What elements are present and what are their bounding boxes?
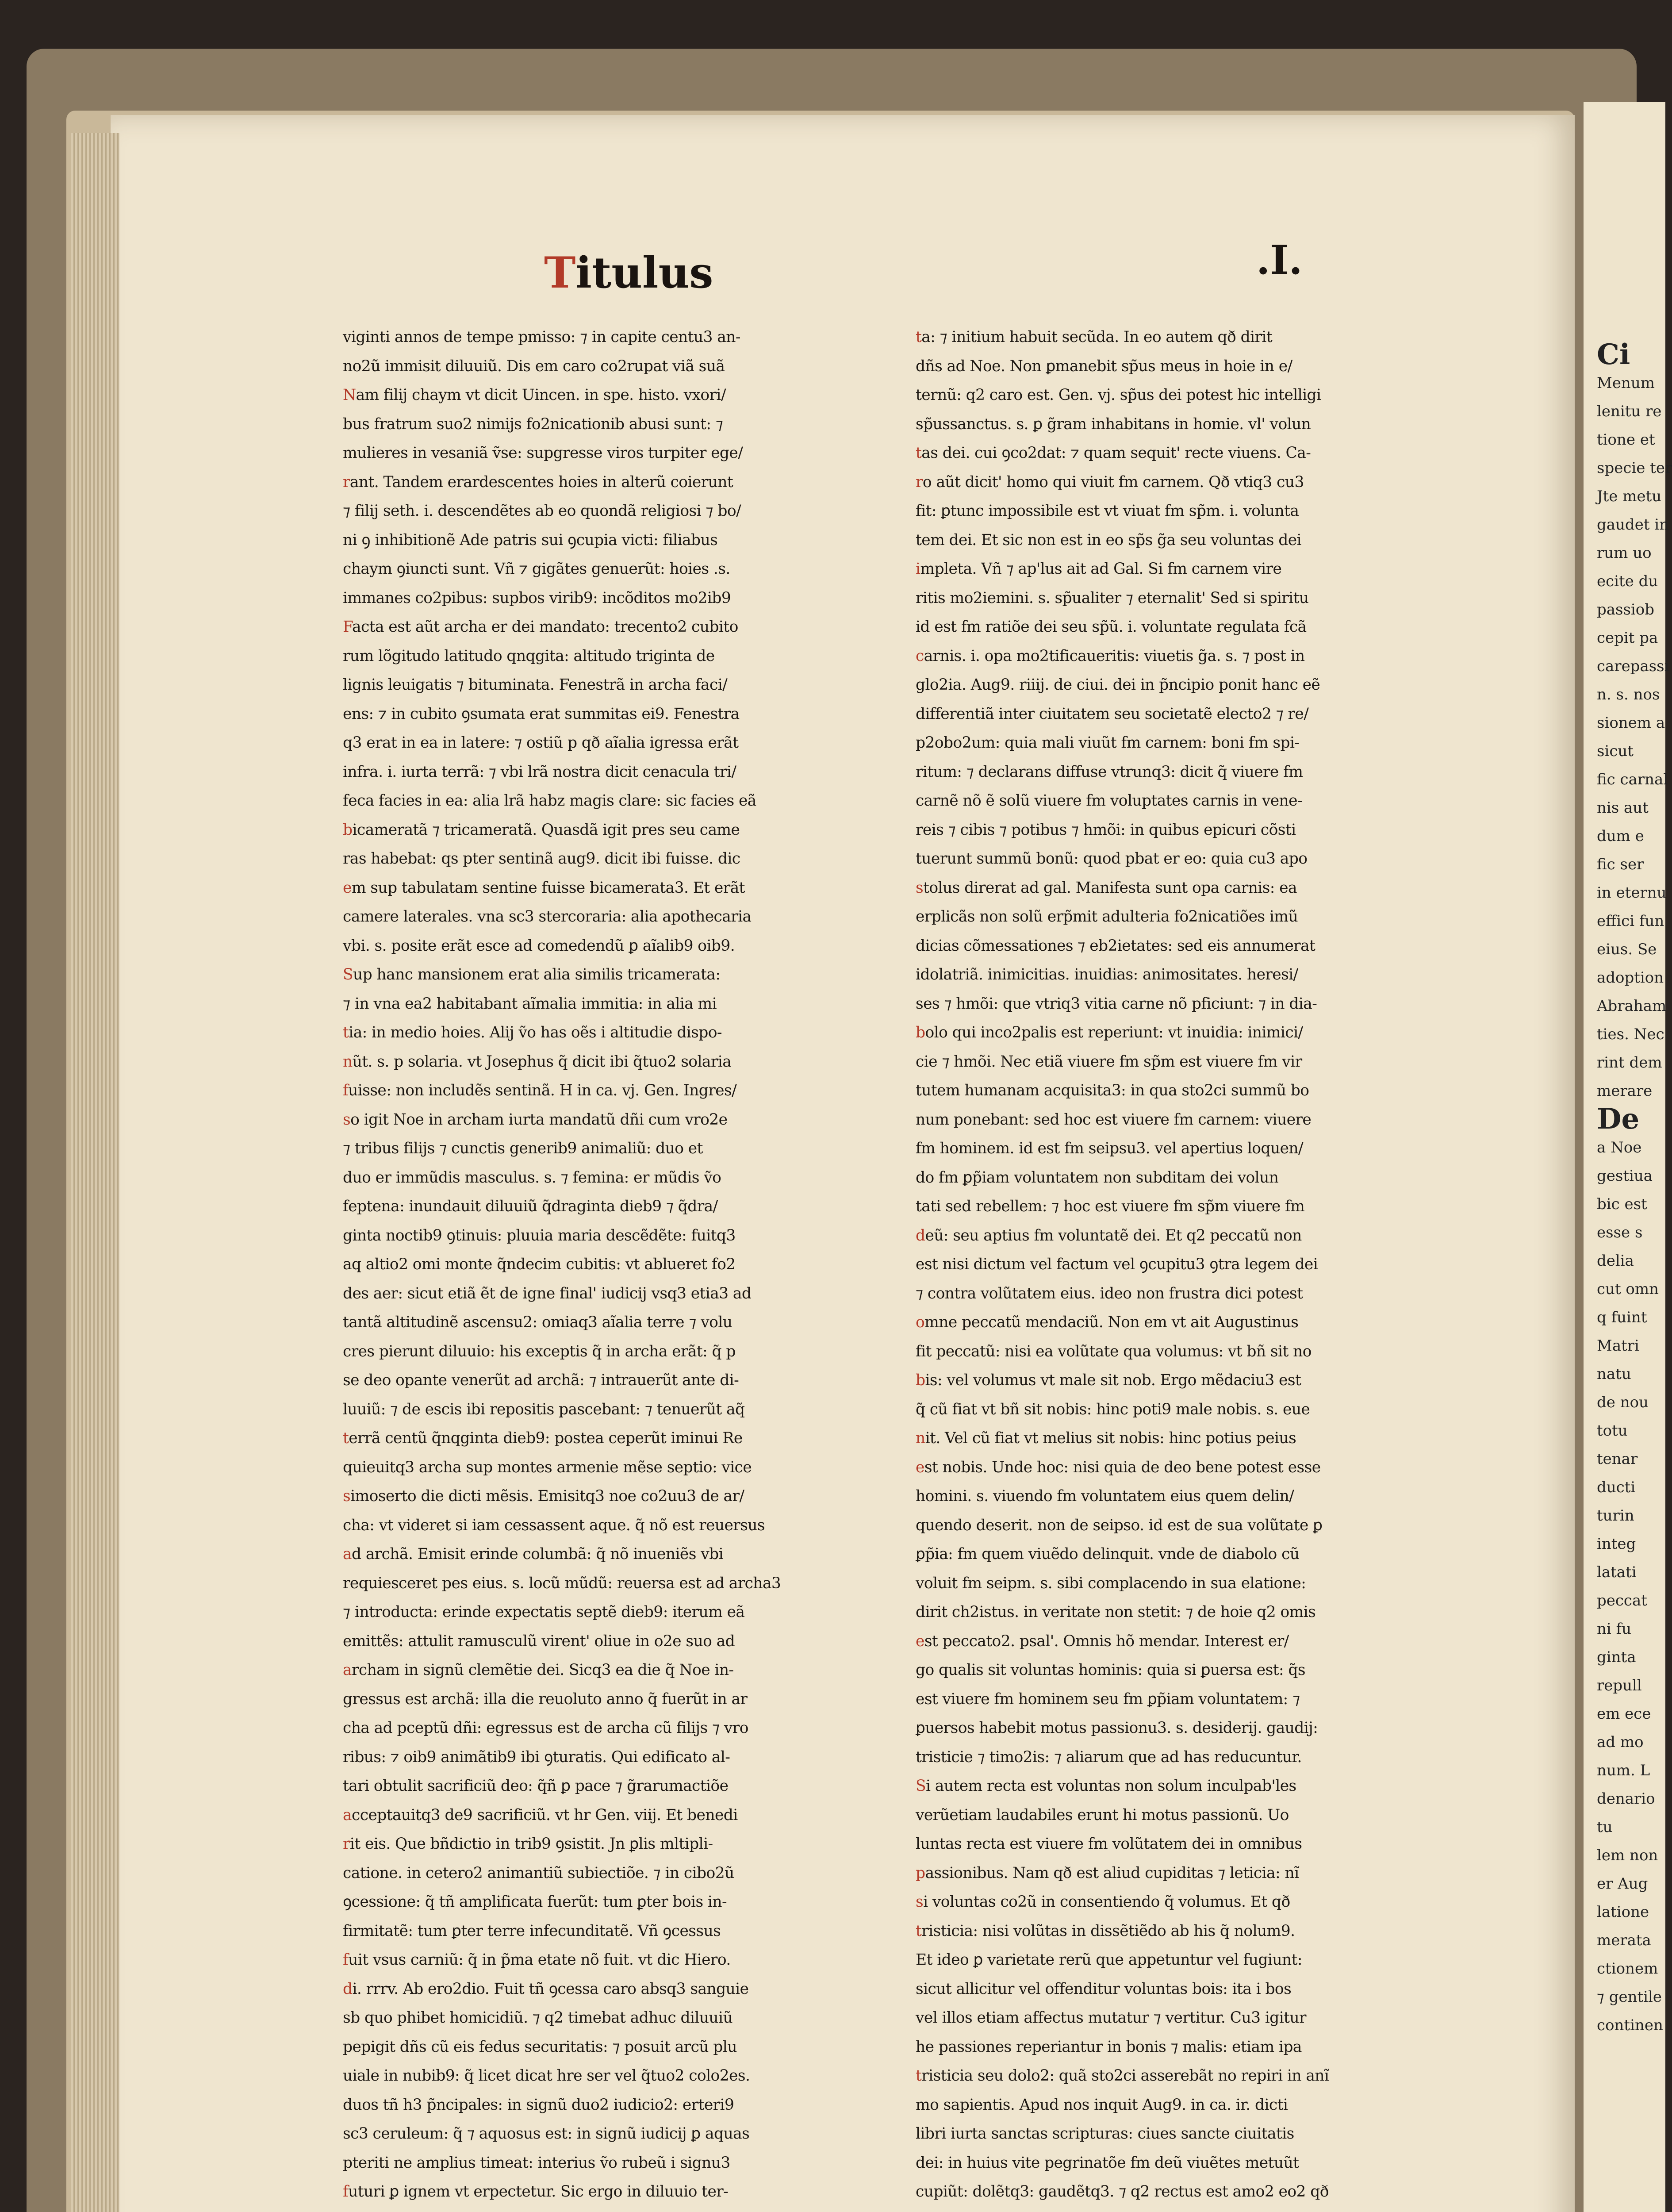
text-line: ⁊ filij seth. i. descendẽtes ab eo quondã religiosi ⁊ bo/ (343, 502, 741, 520)
left-text-column (343, 323, 907, 2212)
line-rest: assionibus. Nam qð est aliud cupiditas ⁊ leticia: nĩ (925, 1864, 1299, 1882)
rubricated-initial: e (916, 1632, 924, 1650)
text-line (916, 439, 1480, 468)
line-rest: uisse: non includẽs sentinã. H in ca. vj. Gen. Ingres/ (348, 1082, 737, 1099)
text-line: quendo deserit. non de seipso. id est de sua volũtate ꝑ (916, 1516, 1323, 1534)
facing-page-line: num. L (1597, 1762, 1650, 1779)
text-line: homini. s. viuendo fm voluntatem eius quem delin/ (916, 1487, 1294, 1505)
rubricated-initial: b (916, 1371, 925, 1389)
text-line: cha ad pceptũ dñi: egressus est de archa cũ filijs ⁊ vro (343, 1719, 748, 1737)
text-line: tem dei. Et sic non est in eo sp̃s g̃a seu voluntas dei (916, 531, 1301, 549)
text-line: ribus: ⁊ oib9 animãtib9 ibi ꝯturatis. Qui edificato al- (343, 1748, 730, 1766)
facing-page-line: merare (1597, 1082, 1653, 1100)
text-line: uiale in nubib9: q̃ licet dicat hre ser vel q̃tuo2 colo2es. (343, 2067, 750, 2085)
text-line: id est fm ratiõe dei seu sp̃ũ. i. voluntate regulata fcã (916, 618, 1307, 636)
facing-page-line: natu (1597, 1365, 1631, 1383)
text-line: ni ꝯ inhibitionẽ Ade patris sui ꝯcupia victi: filiabus (343, 531, 718, 549)
text-line: ꝑp̃ia: fm quem viuẽdo delinquit. vnde de diabolo cũ (916, 1545, 1300, 1563)
facing-page-line: Jte metu (1597, 488, 1662, 505)
line-rest: eũ: seu aptius fm voluntatẽ dei. Et q2 peccatũ non (925, 1226, 1302, 1244)
text-line (916, 1917, 1480, 1946)
text-line (916, 323, 1480, 352)
text-line (916, 1859, 1480, 1888)
rubricated-initial: b (916, 1024, 925, 1041)
rubricated-initial: f (343, 2183, 349, 2200)
text-line: ⁊ tribus filijs ⁊ cunctis generib9 animaliũ: duo et (343, 1140, 703, 1157)
rubricated-initial: r (343, 473, 350, 491)
facing-page-line: Matri (1597, 1337, 1639, 1355)
text-line: tari obtulit sacrificiũ deo: q̃ñ ꝑ pace ⁊ g̃rarumactiõe (343, 1777, 729, 1795)
text-line: aq altio2 omi monte q̃ndecim cubitis: vt ablueret fo2 (343, 1256, 736, 1273)
text-line (343, 1106, 907, 1135)
rubricated-initial: t (916, 328, 922, 346)
facing-page-line: ginta (1597, 1648, 1636, 1666)
line-rest: i autem recta est voluntas non solum inculpab'les (926, 1777, 1296, 1795)
facing-page-line: ecite du (1597, 572, 1658, 590)
line-rest: st nobis. Unde hoc: nisi quia de deo bene potest esse (924, 1458, 1321, 1476)
text-line: camere laterales. vna sc3 stercoraria: alia apothecaria (343, 908, 752, 926)
facing-page-line: er Aug (1597, 1875, 1648, 1893)
line-rest: as dei. cui ꝯco2dat: ⁊ quam sequit' recte viuens. Ca- (921, 444, 1311, 462)
text-line: feca facies in ea: alia lrã habz magis clare: sic facies eã (343, 792, 756, 810)
facing-page-line: ni fu (1597, 1620, 1632, 1638)
text-line: cres pierunt diluuio: his exceptis q̃ in archa erãt: q̃ p (343, 1342, 736, 1360)
line-rest: mne peccatũ mendaciũ. Non em vt ait Augustinus (924, 1313, 1299, 1331)
text-line: ꝑuersos habebit motus passionu3. s. desiderij. gaudij: (916, 1719, 1318, 1737)
text-line (343, 1540, 907, 1569)
text-line (343, 816, 907, 845)
rubricated-initial: n (916, 1429, 925, 1447)
text-line: ritum: ⁊ declarans diffuse vtrunq3: dicit q̃ viuere fm (916, 763, 1303, 781)
text-line: pteriti ne amplius timeat: interius ṽo rubeũ i signu3 (343, 2154, 730, 2172)
line-rest: it eis. Que bñdictio in trib9 ꝯsistit. Jn ꝑlis mltipli- (349, 1835, 713, 1853)
rubricated-initial: S (343, 966, 353, 983)
line-rest: acta est aũt archa er dei mandato: trecento2 cubito (352, 618, 738, 636)
line-rest: it. Vel cũ fiat vt melius sit nobis: hinc potius peius (925, 1429, 1296, 1447)
facing-page-line: sicut (1597, 742, 1634, 760)
line-rest: d archã. Emisit erinde columbã: q̃ nõ inueniẽs vbi (351, 1545, 724, 1563)
facing-page-line: fic carnal (1597, 771, 1668, 788)
facing-page-line: ties. Nec (1597, 1025, 1664, 1043)
text-line: catione. in cetero2 animantiũ subiectiõe. ⁊ in cibo2ũ (343, 1864, 734, 1882)
text-line: viginti annos de tempe pmisso: ⁊ in capite centu3 an- (343, 328, 740, 346)
text-line: quieuitq3 archa sup montes armenie mẽse septio: vice (343, 1458, 752, 1476)
line-rest: mpleta. Vñ ⁊ ap'lus ait ad Gal. Si fm carnem vire (920, 560, 1282, 578)
text-line (343, 2177, 907, 2207)
line-rest: errã centũ q̃nqginta dieb9: postea ceperũt iminui Re (349, 1429, 743, 1447)
rubricated-initial: a (343, 1806, 352, 1824)
text-line: luntas recta est viuere fm volũtatem dei in omnibus (916, 1835, 1302, 1853)
facing-page-line: turin (1597, 1507, 1634, 1525)
rubricated-initial: o (916, 1313, 925, 1331)
text-line: ꝯcessione: q̃ tñ amplificata fuerũt: tum ꝑter bois in- (343, 1893, 727, 1911)
facing-page-line: lem non (1597, 1847, 1658, 1864)
line-rest: am filij chaym vt dicit Uincen. in spe. histo. vxori/ (356, 386, 726, 404)
line-rest: i voluntas co2ũ in consentiendo q̃ volumus. Et qð (923, 1893, 1290, 1911)
text-line: pepigit dñs cũ eis fedus securitatis: ⁊ posuit arcũ plu (343, 2038, 737, 2056)
facing-page-line: tione et (1597, 431, 1655, 449)
text-line (916, 1627, 1480, 1656)
facing-page-line: adoption (1597, 969, 1664, 987)
rubricated-initial: e (916, 1458, 924, 1476)
text-line: cupiũt: dolẽtq3: gaudẽtq3. ⁊ q2 rectus est amo2 eo2 qð (916, 2183, 1329, 2200)
text-line: q̃ cũ fiat vt bñ sit nobis: hinc poti9 male nobis. s. eue (916, 1400, 1310, 1418)
text-line: ens: ⁊ in cubito ꝯsumata erat summitas ei9. Fenestra (343, 705, 740, 723)
facing-page-line: continen (1597, 2016, 1663, 2034)
text-line (343, 1424, 907, 1453)
text-line: tati sed rebellem: ⁊ hoc est viuere fm sp̃m viuere fm (916, 1198, 1305, 1215)
rubricated-initial: s (343, 1487, 351, 1505)
text-line (916, 642, 1480, 671)
facing-page-line: rint dem (1597, 1054, 1662, 1071)
text-line: sb quo phibet homicidiũ. ⁊ q2 timebat adhuc diluuiũ (343, 2009, 733, 2027)
text-line (343, 874, 907, 903)
text-line: duo er immũdis masculus. s. ⁊ femina: er mũdis ṽo (343, 1168, 721, 1187)
text-line: cie ⁊ hmõi. Nec etiã viuere fm sp̃m est viuere fm vir (916, 1052, 1302, 1071)
rubricated-initial: d (343, 1980, 353, 1998)
text-line: luuiũ: ⁊ de escis ibi repositis pascebant: ⁊ tenuerũt aq̃ (343, 1400, 745, 1418)
rubricated-initial: S (916, 1777, 926, 1795)
text-line (916, 1888, 1480, 1917)
facing-page-line: ctionem (1597, 1960, 1658, 1978)
text-line: dñs ad Noe. Non ꝑmanebit sp̃us meus in hoie in e/ (916, 357, 1292, 375)
line-rest: ũt. s. p solaria. vt Josephus q̃ dicit ibi q̃tuo2 solaria (352, 1052, 732, 1071)
text-line (916, 2062, 1480, 2091)
text-line: reis ⁊ cibis ⁊ potibus ⁊ hmõi: in quibus epicuri cõsti (916, 821, 1296, 839)
text-line: immanes co2pibus: supbos virib9: incõditos mo2ib9 (343, 589, 731, 607)
facing-page-line: repull (1597, 1677, 1642, 1694)
text-line: rum lõgitudo latitudo qnqgita: altitudo triginta de (343, 647, 715, 665)
rubricated-initial: t (916, 2067, 922, 2085)
line-rest: rcham in signũ clemẽtie dei. Sicq3 ea die q̃ Noe in- (351, 1661, 734, 1679)
line-rest: icameratã ⁊ tricameratã. Quasdã igit pres seu came (352, 821, 740, 839)
facing-page-line: q fuint (1597, 1309, 1647, 1326)
facing-page-line: lenitu re (1597, 403, 1662, 420)
text-line: ritis mo2iemini. s. sp̃ualiter ⁊ eternalit' Sed si spiritu (916, 589, 1309, 607)
line-rest: st peccato2. psal'. Omnis hõ mendar. Interest er/ (924, 1632, 1289, 1650)
rubricated-initial: f (343, 1951, 349, 1969)
text-line: tristicie ⁊ timo2is: ⁊ aliarum que ad has reducuntur. (916, 1748, 1302, 1766)
text-line: ginta noctib9 ꝯtinuis: pluuia maria descẽdẽte: fuitq3 (343, 1226, 736, 1244)
facing-page-line: gestiua (1597, 1167, 1653, 1185)
text-line: carnẽ nõ ẽ solũ viuere fm voluptates carnis in vene- (916, 792, 1303, 810)
line-rest: o igit Noe in archam iurta mandatũ dñi cum vro2e (350, 1110, 728, 1129)
rubricated-initial: t (916, 1922, 922, 1940)
text-line (343, 1018, 907, 1048)
facing-page-line: integ (1597, 1535, 1636, 1553)
facing-page-line: dum e (1597, 827, 1644, 845)
text-line (343, 1482, 907, 1511)
facing-page-line: esse s (1597, 1224, 1643, 1241)
text-line: no2ũ immisit diluuiũ. Dis em caro co2rupat viã suã (343, 357, 725, 375)
text-line: dicias cõmessationes ⁊ eb2ietates: sed eis annumerat (916, 937, 1315, 955)
facing-page-line: De (1597, 1102, 1640, 1136)
line-rest: ia: in medio hoies. Alij ṽo has oẽs i altitudie dispo- (349, 1024, 722, 1041)
facing-page-line: cut omn (1597, 1280, 1659, 1298)
text-line: emittẽs: attulit ramusculũ virent' oliue in o2e suo ad (343, 1632, 735, 1650)
text-line: he passiones reperiantur in bonis ⁊ malis: etiam ipa (916, 2038, 1302, 2056)
facing-page-line: latati (1597, 1563, 1637, 1581)
text-line: mulieres in vesaniã ṽse: supgresse viros turpiter ege/ (343, 444, 743, 462)
text-line: num ponebant: sed hoc est viuere fm carnem: viuere (916, 1110, 1312, 1129)
facing-page-line: fic ser (1597, 856, 1644, 873)
line-rest: m sup tabulatam sentine fuisse bicamerata3. Et erãt (351, 879, 745, 897)
text-line: se deo opante venerũt ad archã: ⁊ intrauerũt ante di- (343, 1371, 739, 1389)
facing-page-line: nis aut (1597, 799, 1649, 817)
line-rest: a: ⁊ initium habuit secũda. In eo autem qð dirit (921, 328, 1273, 346)
text-line: libri iurta sanctas scripturas: ciues sancte ciuitatis (916, 2125, 1294, 2143)
facing-page-line: totu (1597, 1422, 1628, 1440)
text-line: est nisi dictum vel factum vel ꝯcupitu3 ꝯtra legem dei (916, 1256, 1318, 1273)
rubricated-initial: s (916, 879, 924, 897)
text-line (916, 1772, 1480, 1801)
text-line: fm hominem. id est fm seipsu3. vel apertius loquen/ (916, 1140, 1304, 1157)
text-line (916, 1221, 1480, 1251)
line-rest: cceptauitq3 de9 sacrificiũ. vt hr Gen. viij. Et benedi (351, 1806, 738, 1824)
text-line: des aer: sicut etiã ẽt de igne final' iudicij vsq3 etia3 ad (343, 1284, 752, 1302)
facing-page-line: eius. Se (1597, 941, 1657, 958)
text-line: ⁊ introducta: erinde expectatis septẽ dieb9: iterum eã (343, 1603, 745, 1621)
text-line (343, 1975, 907, 2004)
facing-page-line: Menum (1597, 374, 1655, 392)
text-line: requiesceret pes eius. s. locũ mũdũ: reuersa est ad archa3 (343, 1574, 781, 1592)
text-line: chaym ꝯiuncti sunt. Vñ ⁊ gigãtes genuerũt: hoies .s. (343, 560, 730, 578)
text-line: erplicãs non solũ erp̃mit adulteria fo2nicatiões imũ (916, 908, 1298, 926)
rubricated-initial: e (343, 879, 352, 897)
facing-page-line: a Noe (1597, 1139, 1642, 1156)
rubricated-initial: a (343, 1545, 352, 1563)
text-line: cha: vt videret si iam cessassent aque. q̃ nõ est reuersus (343, 1516, 765, 1534)
facing-page-line: ⁊ gentile (1597, 1988, 1662, 2006)
text-line: sp̃ussanctus. s. ꝑ g̃ram inhabitans in homie. vl' volun (916, 415, 1311, 433)
text-line: infra. i. iurta terrã: ⁊ vbi lrã nostra dicit cenacula tri/ (343, 763, 736, 781)
text-line: glo2ia. Aug9. riiij. de ciui. dei in p̃ncipio ponit hanc eẽ (916, 676, 1320, 694)
facing-page-line: sionem a (1597, 714, 1665, 732)
text-line: lignis leuigatis ⁊ bituminata. Fenestrã in archa faci/ (343, 676, 728, 694)
facing-page-line: specie ter (1597, 459, 1672, 477)
text-line: firmitatẽ: tum ꝑter terre infecunditatẽ. Vñ ꝯcessus (343, 1922, 721, 1940)
rubricated-initial: d (916, 1226, 925, 1244)
facing-page-line: ad mo (1597, 1733, 1644, 1751)
line-rest: uit vsus carniũ: q̃ in p̃ma etate nõ fuit. vt dic Hiero. (348, 1951, 731, 1969)
rubricated-initial: i (916, 560, 920, 578)
text-line (343, 1048, 907, 1077)
right-text-column (916, 323, 1480, 2212)
text-line: fit: ꝑtunc impossibile est vt viuat fm sp̃m. i. volunta (916, 502, 1299, 520)
rubricated-initial: p (916, 1864, 925, 1882)
text-line: sc3 ceruleum: q̃ ⁊ aquosus est: in signũ iudicij ꝑ aquas (343, 2125, 750, 2143)
line-rest: is: vel volumus vt male sit nob. Ergo mẽdaciu3 est (925, 1371, 1301, 1389)
text-line: voluit fm seipm. s. sibi complacendo in sua elatione: (916, 1574, 1306, 1592)
text-line (343, 468, 907, 497)
text-line: feptena: inundauit diluuiũ q̃draginta dieb9 ⁊ q̃dra/ (343, 1198, 718, 1215)
facing-page-line: bic est (1597, 1195, 1647, 1213)
text-line: duos tñ h3 p̃ncipales: in signũ duo2 iudicio2: erteri9 (343, 2096, 734, 2114)
facing-page-line: Abraham (1597, 997, 1667, 1015)
text-line: mo sapientis. Apud nos inquit Aug9. in ca. ir. dicti (916, 2096, 1288, 2114)
facing-page-line: carepassi (1597, 657, 1669, 675)
rubricated-initial: t (343, 1429, 349, 1447)
text-line: idolatriã. inimicitias. inuidias: animositates. heresi/ (916, 966, 1298, 983)
text-line: go qualis sit voluntas hominis: quia si ꝑuersa est: q̃s (916, 1661, 1305, 1679)
text-line: fit peccatũ: nisi ea volũtate qua volumus: vt bñ sit no (916, 1342, 1312, 1360)
text-line: q3 erat in ea in latere: ⁊ ostiũ p qð aĩalia igressa erãt (343, 734, 739, 752)
facing-page-line: gaudet in (1597, 516, 1669, 534)
text-line: tuerunt summũ bonũ: quod pbat er eo: quia cu3 apo (916, 850, 1308, 868)
text-line (916, 1453, 1480, 1482)
text-line (343, 1076, 907, 1106)
page-edges (71, 133, 119, 2212)
text-line: differentiã inter ciuitatem seu societatẽ electo2 ⁊ re/ (916, 705, 1309, 723)
facing-page-line: in eternu (1597, 884, 1667, 902)
facing-page-line: Ci (1597, 338, 1630, 371)
rubricated-initial: t (343, 1024, 349, 1041)
folio-number: .I. (1256, 237, 1303, 284)
text-line (916, 1366, 1480, 1395)
facing-page-line: passiob (1597, 601, 1655, 618)
facing-page-line: n. s. nos (1597, 686, 1660, 703)
line-rest: up hanc mansionem erat alia similis tricamerata: (353, 966, 721, 983)
facing-page-line: merata (1597, 1932, 1651, 1949)
text-line: ⁊ in vna ea2 habitabant aĩmalia immitia: in alia mi (343, 995, 717, 1013)
running-title-initial: T (544, 248, 576, 298)
line-rest: o aũt dicit' homo qui viuit fm carnem. Qð vtiq3 cu3 (922, 473, 1304, 491)
line-rest: risticia: nisi volũtas in dissẽtiẽdo ab his q̃ nolum9. (921, 1922, 1295, 1940)
rubricated-initial: N (343, 386, 356, 404)
text-line: sicut allicitur vel offenditur voluntas bois: ita i bos (916, 1980, 1292, 1998)
text-line: vbi. s. posite erãt esce ad comedendũ ꝑ aĩalib9 oib9. (343, 937, 735, 955)
text-line: ras habebat: qs pter sentinã aug9. dicit ibi fuisse. dic (343, 850, 740, 868)
rubricated-initial: c (916, 647, 924, 665)
facing-page-line: denario (1597, 1790, 1655, 1808)
rubricated-initial: a (343, 1661, 352, 1679)
text-line (916, 468, 1480, 497)
rubricated-initial: s (916, 1893, 924, 1911)
facing-page-line: tenar (1597, 1450, 1638, 1468)
line-rest: i. rrrv. Ab ero2dio. Fuit tñ ꝯcessa caro absq3 sanguie (352, 1980, 749, 1998)
text-line (343, 960, 907, 990)
facing-page-line: effici fun (1597, 912, 1664, 930)
facing-page-line: em ece (1597, 1705, 1651, 1723)
text-line (343, 2207, 907, 2212)
text-line: ses ⁊ hmõi: que vtriq3 vitia carne nõ pficiunt: ⁊ in dia- (916, 995, 1317, 1013)
running-title-rest: itulus (575, 248, 713, 298)
rubricated-initial: r (343, 1835, 350, 1853)
text-line (343, 381, 907, 410)
text-line: do fm ꝑp̃iam voluntatem non subditam dei volun (916, 1168, 1279, 1187)
text-line: p2obo2um: quia mali viuũt fm carnem: boni fm spi- (916, 734, 1300, 752)
rubricated-initial: s (343, 1110, 351, 1129)
text-line: ⁊ contra volũtatem eius. ideo non frustra dici potest (916, 1284, 1303, 1302)
facing-page-line: cepit pa (1597, 629, 1658, 647)
text-line (343, 1830, 907, 1859)
text-line: verũetiam laudabiles erunt hi motus passionũ. Uo (916, 1806, 1289, 1824)
text-line: est viuere fm hominem seu fm ꝑp̃iam voluntatem: ⁊ (916, 1690, 1300, 1708)
facing-page-line: ducti (1597, 1479, 1636, 1496)
text-line (916, 555, 1480, 584)
facing-page-line: de nou (1597, 1394, 1649, 1411)
text-line: Et ideo ꝑ varietate rerũ que appetuntur vel fugiunt: (916, 1951, 1302, 1969)
text-line: dei: in huius vite pegrinatõe fm deũ viuẽtes metuũt (916, 2154, 1299, 2172)
facing-page-line: latione (1597, 1903, 1649, 1921)
line-rest: ant. Tandem erardescentes hoies in alterũ coierunt (349, 473, 733, 491)
rubricated-initial: f (343, 1082, 349, 1099)
rubricated-initial: b (343, 821, 353, 839)
facing-page-edge (1584, 102, 1672, 2212)
text-line (916, 1424, 1480, 1453)
line-rest: tolus direrat ad gal. Manifesta sunt opa carnis: ea (923, 879, 1297, 897)
text-line (343, 613, 907, 642)
facing-page-line: tu (1597, 1818, 1613, 1836)
text-line (916, 2207, 1480, 2212)
line-rest: risticia seu dolo2: quã sto2ci asserebãt no repiri in anĩ (921, 2067, 1329, 2085)
running-title (544, 248, 713, 298)
facing-page-line: delia (1597, 1252, 1634, 1270)
text-line: tutem humanam acquisita3: in qua sto2ci summũ bo (916, 1082, 1309, 1099)
facing-page-line: peccat (1597, 1592, 1647, 1609)
text-line (343, 1946, 907, 1975)
text-line (916, 874, 1480, 903)
text-line: dirit ch2istus. in veritate non stetit: ⁊ de hoie q2 omis (916, 1603, 1316, 1621)
rubricated-initial: F (343, 618, 352, 636)
line-rest: imoserto die dicti mẽsis. Emisitq3 noe co2uu3 de ar/ (350, 1487, 744, 1505)
text-line: ternũ: q2 caro est. Gen. vj. sp̃us dei potest hic intelligi (916, 386, 1321, 404)
text-line (916, 1308, 1480, 1337)
facing-page-text (1597, 338, 1672, 2039)
text-line: tantã altitudinẽ ascensu2: omiaq3 aĩalia terre ⁊ volu (343, 1313, 732, 1331)
line-rest: arnis. i. opa mo2tificaueritis: viuetis g̃a. s. ⁊ post in (924, 647, 1305, 665)
text-line: bus fratrum suo2 nimijs fo2nicationib abusi sunt: ⁊ (343, 415, 723, 433)
text-line: gressus est archã: illa die reuoluto anno q̃ fuerũt in ar (343, 1690, 748, 1708)
line-rest: olo qui inco2palis est reperiunt: vt inuidia: inimici/ (925, 1024, 1303, 1041)
line-rest: uturi ꝑ ignem vt erpectetur. Sic ergo in diluuio ter- (348, 2183, 729, 2200)
facing-page-line: rum uo (1597, 544, 1652, 562)
text-line: vel illos etiam affectus mutatur ⁊ vertitur. Cu3 igitur (916, 2009, 1306, 2027)
rubricated-initial: r (916, 473, 923, 491)
rubricated-initial: n (343, 1052, 353, 1071)
text-line (916, 1018, 1480, 1048)
rubricated-initial: t (916, 444, 922, 462)
text-line (343, 1801, 907, 1830)
text-line (343, 1656, 907, 1685)
